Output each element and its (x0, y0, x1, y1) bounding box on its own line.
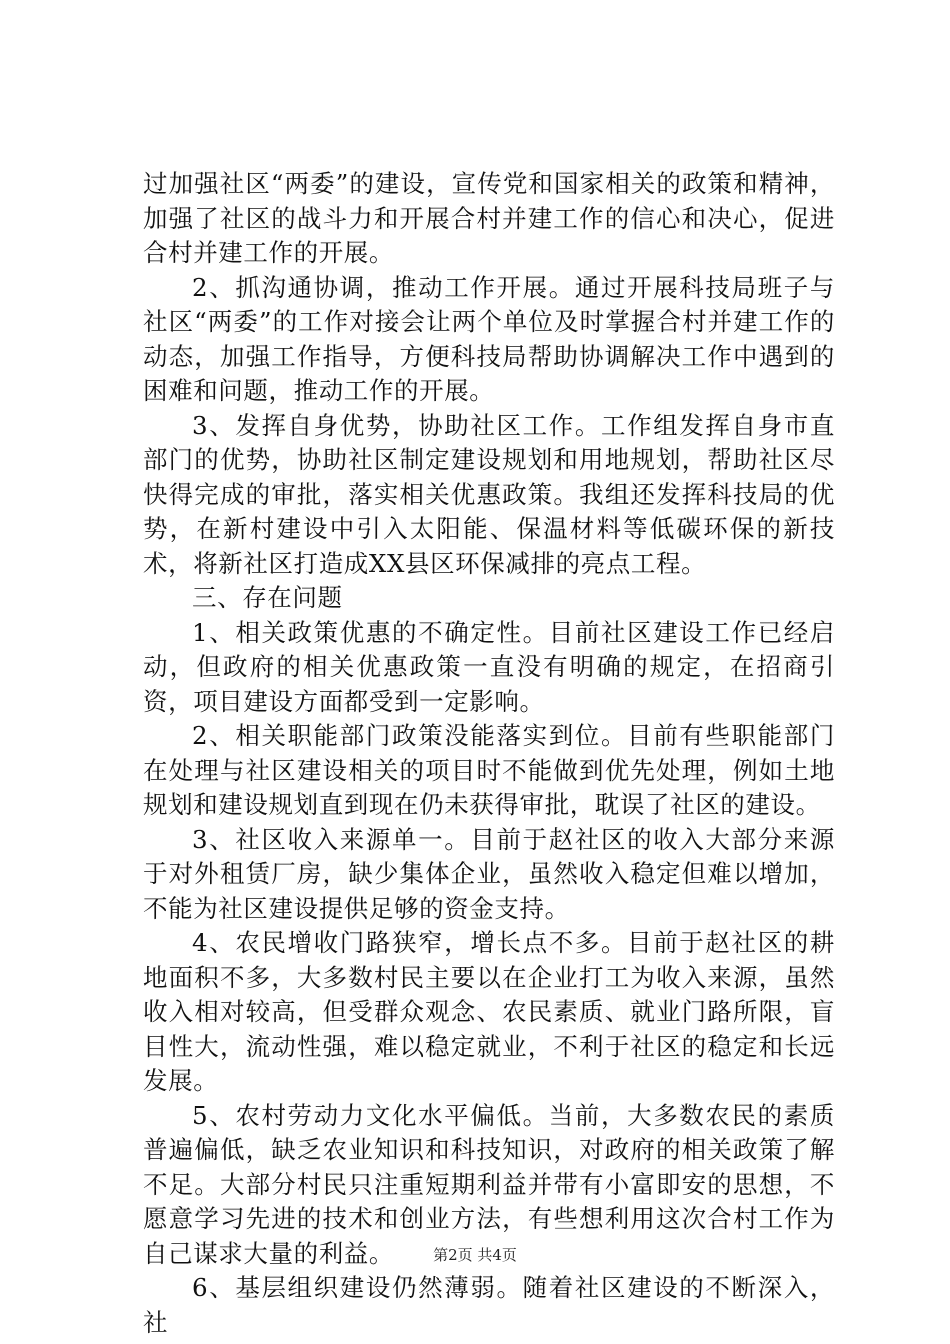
paragraph-2: 2、抓沟通协调，推动工作开展。通过开展科技局班子与社区“两委”的工作对接会让两个单位及时掌握合村并建工作的动态，加强工作指导，方便科技局帮助协调解决工作中遇到的困难和问题，推动工作的开展。 (143, 272, 835, 405)
paragraph-6: 2、相关职能部门政策没能落实到位。目前有些职能部门在处理与社区建设相关的项目时不能做到优先处理，例如土地规划和建设规划直到现在仍未获得审批，耽误了社区的建设。 (143, 721, 835, 819)
paragraph-9: 5、农村劳动力文化水平偏低。当前，大多数农民的素质普遍偏低，缺乏农业知识和科技知识，对政府的相关政策了解不足。大部分村民只注重短期利益并带有小富即安的思想，不愿意学习先进的技术和创业方法，有些想利用这次合村工作为自己谋求大量的利益。 (143, 1100, 835, 1268)
paragraph-10: 6、基层组织建设仍然薄弱。随着社区建设的不断深入，社 (143, 1273, 835, 1337)
paragraph-7: 3、社区收入来源单一。目前于赵社区的收入大部分来源于对外租赁厂房，缺少集体企业，虽然收入稳定但难以增加，不能为社区建设提供足够的资金支持。 (143, 824, 835, 923)
page-footer: 第2页 共4页 (433, 1246, 517, 1264)
paragraph-5: 1、相关政策优惠的不确定性。目前社区建设工作已经启动，但政府的相关优惠政策一直没有明确的规定，在招商引资，项目建设方面都受到一定影响。 (143, 617, 835, 716)
document-body (143, 167, 835, 1340)
paragraph-3: 3、发挥自身优势，协助社区工作。工作组发挥自身市直部门的优势，协助社区制定建设规划和用地规划，帮助社区尽快得完成的审批，落实相关优惠政策。我组还发挥科技局的优势，在新村建设中引入太阳能、保温材料等低碳环保的新技术，将新社区打造成XX县区环保减排的亮点工程。 (143, 410, 835, 578)
section-heading-problems: 三、存在问题 (192, 583, 343, 612)
paragraph-1: 过加强社区“两委”的建设，宣传党和国家相关的政策和精神，加强了社区的战斗力和开展合村并建工作的信心和决心，促进合村并建工作的开展。 (143, 169, 835, 267)
paragraph-8: 4、农民增收门路狭窄，增长点不多。目前于赵社区的耕地面积不多，大多数村民主要以在企业打工为收入来源，虽然收入相对较高，但受群众观念、农民素质、就业门路所限，盲目性大，流动性强，难以稳定就业，不利于社区的稳定和长远发展。 (143, 928, 835, 1095)
